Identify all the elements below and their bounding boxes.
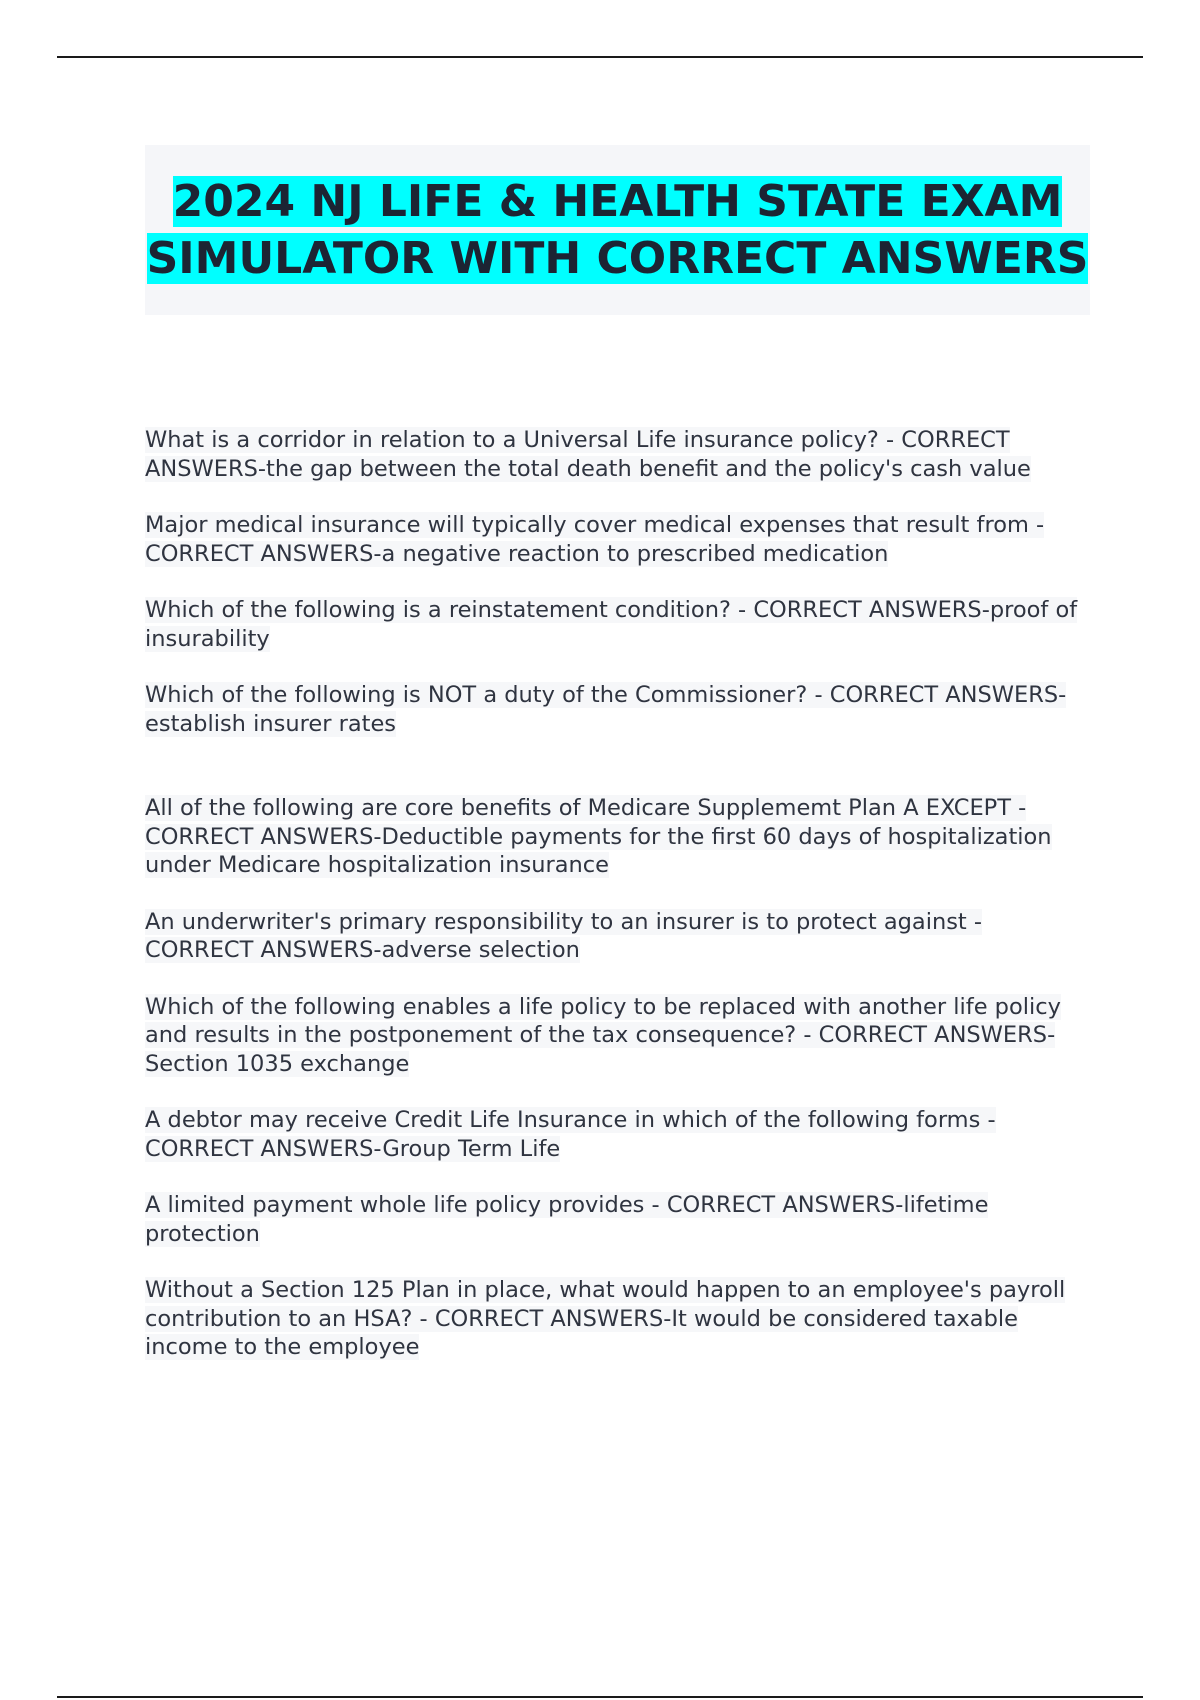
top-rule [57,56,1143,58]
title-block [145,145,1090,315]
document-title-text: 2024 NJ LIFE & HEALTH STATE EXAM SIMULATOR WITH CORRECT ANSWERS [146,176,1089,284]
qa-item-text: Which of the following is a reinstatement condition? - CORRECT ANSWERS-proof of insurability [145,597,1078,652]
document-title [145,173,1090,287]
qa-list [145,426,1090,1390]
qa-item [145,1191,1090,1248]
qa-item-text: An underwriter's primary responsibility to an insurer is to protect against - CORRECT ANSWERS-adverse selection [145,908,983,963]
qa-item-text: Major medical insurance will typically cover medical expenses that result from - CORRECT ANSWERS-a negative reaction to prescribed medication [145,512,1045,567]
qa-item-text: Without a Section 125 Plan in place, what would happen to an employee's payroll contribution to an HSA? - CORRECT ANSWERS-It would be considered taxable income to the employee [145,1277,1066,1360]
qa-item [145,908,1090,965]
bottom-rule [57,1696,1143,1698]
qa-item [145,794,1090,880]
qa-item-text: A limited payment whole life policy provides - CORRECT ANSWERS-lifetime protection [145,1192,989,1247]
qa-item-text: Which of the following enables a life policy to be replaced with another life policy and results in the postponement of the tax consequence? - CORRECT ANSWERS-Section 1035 exchange [145,993,1061,1077]
qa-item-text: All of the following are core benefits of Medicare Supplememt Plan A EXCEPT - CORRECT ANSWERS-Deductible payments for the first 60 days of hospitalization under Medicare hospitalization insurance [145,795,1052,878]
qa-item [145,426,1090,483]
qa-item [145,511,1090,568]
qa-item [145,1106,1090,1163]
qa-item [145,596,1090,653]
qa-item [145,681,1090,738]
qa-item-text: What is a corridor in relation to a Universal Life insurance policy? - CORRECT ANSWERS-the gap between the total death benefit and the policy's cash value [145,427,1031,482]
qa-item [145,1276,1090,1362]
qa-item-text: Which of the following is NOT a duty of the Commissioner? - CORRECT ANSWERS-establish insurer rates [145,682,1067,737]
qa-item-text: A debtor may receive Credit Life Insurance in which of the following forms - CORRECT ANSWERS-Group Term Life [145,1107,996,1162]
qa-item [145,993,1090,1079]
